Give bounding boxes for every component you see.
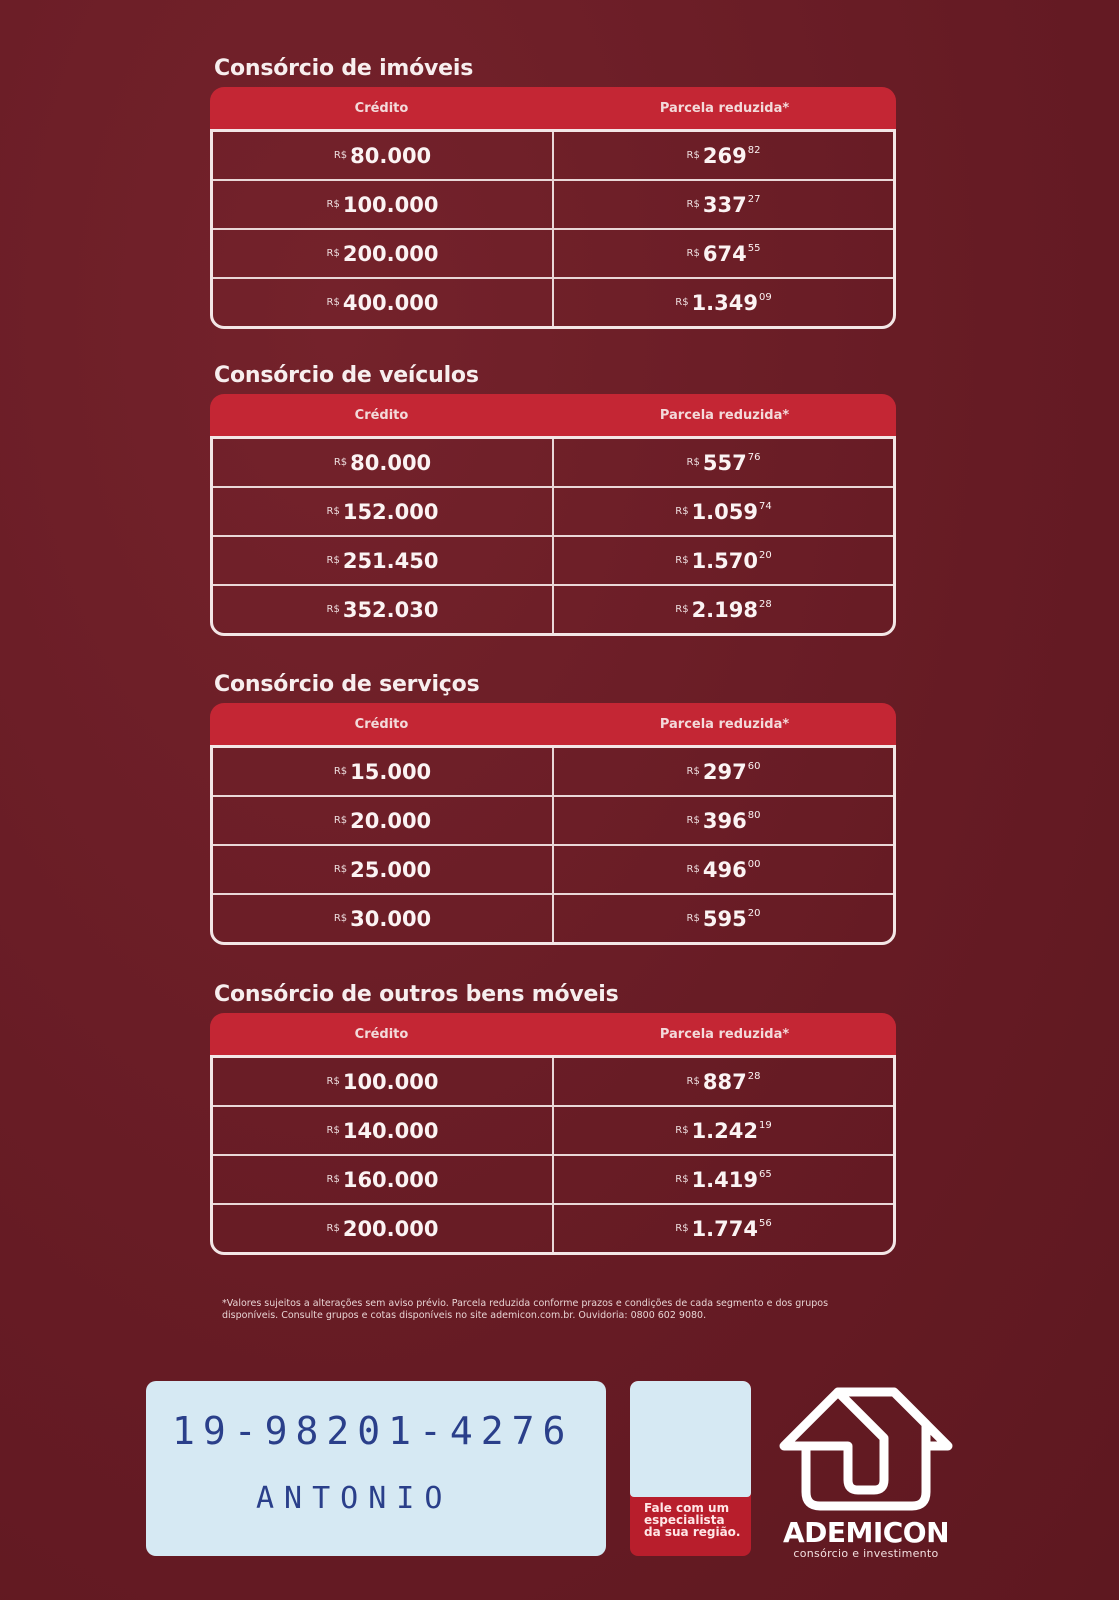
currency-symbol: R$ (326, 555, 340, 566)
handwritten-note-card (146, 1381, 606, 1556)
currency-symbol: R$ (675, 604, 689, 615)
parcela-cell (552, 1205, 893, 1252)
currency-symbol: R$ (675, 1223, 689, 1234)
parcela-value: 1.570 (691, 548, 758, 573)
currency-symbol: R$ (675, 555, 689, 566)
header-credito: Crédito (354, 1027, 409, 1042)
parcela-cents: 19 (759, 1120, 772, 1131)
cta-line-3: da sua região. (644, 1525, 741, 1539)
parcela-cell (552, 439, 893, 486)
currency-symbol: R$ (326, 1076, 340, 1087)
parcela-cell (552, 537, 893, 584)
parcela-cell (552, 279, 893, 326)
parcela-cell (552, 132, 893, 179)
parcela-value: 297 (702, 759, 747, 784)
parcela-cents: 55 (747, 243, 761, 254)
cta-line-2: especialista (644, 1513, 725, 1527)
table-row (213, 535, 893, 584)
credit-cell (213, 439, 552, 486)
parcela-cents: 65 (759, 1169, 772, 1180)
parcela-cents: 60 (747, 761, 761, 772)
handwritten-phone: 19-98201-4276 (172, 1409, 574, 1453)
currency-symbol: R$ (326, 248, 340, 259)
header-credito: Crédito (354, 101, 409, 116)
table-row (213, 277, 893, 326)
table-row (213, 228, 893, 277)
section-imoveis (210, 56, 896, 329)
currency-symbol: R$ (686, 199, 700, 210)
credit-value: 30.000 (350, 906, 432, 931)
ademicon-logo (776, 1380, 966, 1560)
header-credito: Crédito (354, 408, 409, 423)
currency-symbol: R$ (686, 864, 700, 875)
parcela-cents: 09 (759, 292, 772, 303)
currency-symbol: R$ (333, 150, 348, 161)
parcela-value: 1.242 (691, 1118, 758, 1143)
cta-line-1: Fale com um (644, 1501, 730, 1515)
credit-value: 160.000 (342, 1167, 439, 1192)
currency-symbol: R$ (686, 1076, 700, 1087)
credit-value: 100.000 (342, 192, 439, 217)
credit-value: 400.000 (342, 290, 439, 315)
parcela-value: 595 (702, 906, 747, 931)
table-row (213, 439, 893, 486)
header-parcela: Parcela reduzida* (659, 408, 790, 423)
currency-symbol: R$ (686, 457, 700, 468)
currency-symbol: R$ (686, 766, 700, 777)
credit-cell (213, 537, 552, 584)
house-outline-icon (776, 1380, 956, 1516)
credit-cell (213, 1058, 552, 1105)
section-veiculos (210, 363, 896, 636)
table-header (210, 394, 896, 438)
currency-symbol: R$ (686, 150, 700, 161)
table-row (213, 1105, 893, 1154)
parcela-cell (552, 1107, 893, 1154)
currency-symbol: R$ (675, 1125, 689, 1136)
credit-value: 100.000 (342, 1069, 439, 1094)
table-row (213, 132, 893, 179)
credit-cell (213, 586, 552, 633)
credit-value: 152.000 (342, 499, 439, 524)
parcela-cents: 82 (747, 145, 761, 156)
currency-symbol: R$ (326, 604, 340, 615)
currency-symbol: R$ (333, 457, 348, 468)
table-row (213, 179, 893, 228)
header-parcela: Parcela reduzida* (659, 1027, 790, 1042)
parcela-cents: 00 (747, 859, 761, 870)
credit-cell (213, 230, 552, 277)
section-title: Consórcio de serviços (214, 672, 480, 697)
parcela-cents: 76 (747, 452, 761, 463)
credit-cell (213, 488, 552, 535)
parcela-cell (552, 488, 893, 535)
credit-value: 15.000 (350, 759, 432, 784)
parcela-value: 674 (702, 241, 747, 266)
currency-symbol: R$ (686, 248, 700, 259)
credit-cell (213, 797, 552, 844)
currency-symbol: R$ (326, 297, 340, 308)
parcela-cell (552, 1058, 893, 1105)
parcela-cents: 28 (759, 599, 772, 610)
credit-value: 140.000 (342, 1118, 439, 1143)
qr-placeholder (630, 1381, 751, 1497)
specialist-cta-box (630, 1381, 751, 1556)
currency-symbol: R$ (686, 913, 700, 924)
footnote: *Valores sujeitos a alterações sem aviso prévio. Parcela reduzida conforme prazos e condições de cada segmento e dos grupos disponíveis. Consulte grupos e cotas disponíveis no site ademicon.com.br. Ouvidoria: 0800 602 9080. (222, 1298, 829, 1321)
parcela-value: 1.349 (691, 290, 758, 315)
credit-value: 352.030 (342, 597, 439, 622)
credit-value: 80.000 (350, 450, 432, 475)
currency-symbol: R$ (675, 297, 689, 308)
table-body (210, 436, 896, 636)
header-credito: Crédito (354, 717, 409, 732)
credit-cell (213, 1156, 552, 1203)
parcela-cents: 28 (747, 1071, 761, 1082)
parcela-value: 396 (702, 808, 747, 833)
credit-cell (213, 748, 552, 795)
table-body (210, 745, 896, 945)
brand-tagline: consórcio e investimento (793, 1547, 939, 1560)
table-header (210, 87, 896, 131)
currency-symbol: R$ (333, 815, 348, 826)
currency-symbol: R$ (333, 864, 348, 875)
parcela-value: 1.774 (691, 1216, 758, 1241)
currency-symbol: R$ (675, 506, 689, 517)
currency-symbol: R$ (326, 1223, 340, 1234)
credit-cell (213, 279, 552, 326)
credit-cell (213, 181, 552, 228)
table-row (213, 1058, 893, 1105)
header-parcela: Parcela reduzida* (659, 717, 790, 732)
table-header (210, 703, 896, 747)
credit-value: 200.000 (342, 241, 439, 266)
parcela-cell (552, 230, 893, 277)
parcela-value: 1.419 (691, 1167, 758, 1192)
credit-cell (213, 846, 552, 893)
specialist-cta-text (644, 1502, 744, 1538)
credit-value: 20.000 (350, 808, 432, 833)
table-body (210, 1055, 896, 1255)
currency-symbol: R$ (326, 506, 340, 517)
parcela-cell (552, 181, 893, 228)
table-header (210, 1013, 896, 1057)
section-title: Consórcio de imóveis (214, 56, 474, 81)
parcela-cents: 20 (759, 550, 772, 561)
parcela-value: 1.059 (691, 499, 758, 524)
brand-name: ADEMICON (782, 1516, 950, 1549)
parcela-value: 557 (702, 450, 747, 475)
table-row (213, 795, 893, 844)
parcela-cents: 74 (759, 501, 772, 512)
parcela-cell (552, 895, 893, 942)
parcela-value: 2.198 (691, 597, 758, 622)
credit-cell (213, 1205, 552, 1252)
parcela-value: 269 (702, 143, 747, 168)
table-row (213, 1154, 893, 1203)
credit-value: 25.000 (350, 857, 432, 882)
parcela-cents: 20 (747, 908, 761, 919)
parcela-cents: 56 (759, 1218, 772, 1229)
parcela-cell (552, 586, 893, 633)
handwritten-name: ANTONIO (256, 1481, 453, 1516)
table-row (213, 844, 893, 893)
parcela-cents: 27 (747, 194, 761, 205)
credit-cell (213, 132, 552, 179)
parcela-cell (552, 846, 893, 893)
parcela-cell (552, 797, 893, 844)
parcela-value: 337 (702, 192, 747, 217)
header-parcela: Parcela reduzida* (659, 101, 790, 116)
currency-symbol: R$ (326, 199, 340, 210)
parcela-value: 496 (702, 857, 747, 882)
section-title: Consórcio de outros bens móveis (214, 982, 619, 1007)
table-body (210, 129, 896, 329)
credit-value: 80.000 (350, 143, 432, 168)
parcela-cell (552, 1156, 893, 1203)
currency-symbol: R$ (333, 913, 348, 924)
currency-symbol: R$ (675, 1174, 689, 1185)
section-title: Consórcio de veículos (214, 363, 479, 388)
credit-value: 251.450 (342, 548, 439, 573)
currency-symbol: R$ (686, 815, 700, 826)
parcela-cell (552, 748, 893, 795)
section-servicos (210, 672, 896, 945)
table-row (213, 893, 893, 942)
credit-cell (213, 1107, 552, 1154)
credit-value: 200.000 (342, 1216, 439, 1241)
currency-symbol: R$ (326, 1174, 340, 1185)
parcela-cents: 80 (747, 810, 761, 821)
currency-symbol: R$ (326, 1125, 340, 1136)
table-row (213, 1203, 893, 1252)
table-row (213, 584, 893, 633)
currency-symbol: R$ (333, 766, 348, 777)
section-outros-bens (210, 982, 896, 1255)
table-row (213, 748, 893, 795)
parcela-value: 887 (702, 1069, 747, 1094)
credit-cell (213, 895, 552, 942)
table-row (213, 486, 893, 535)
